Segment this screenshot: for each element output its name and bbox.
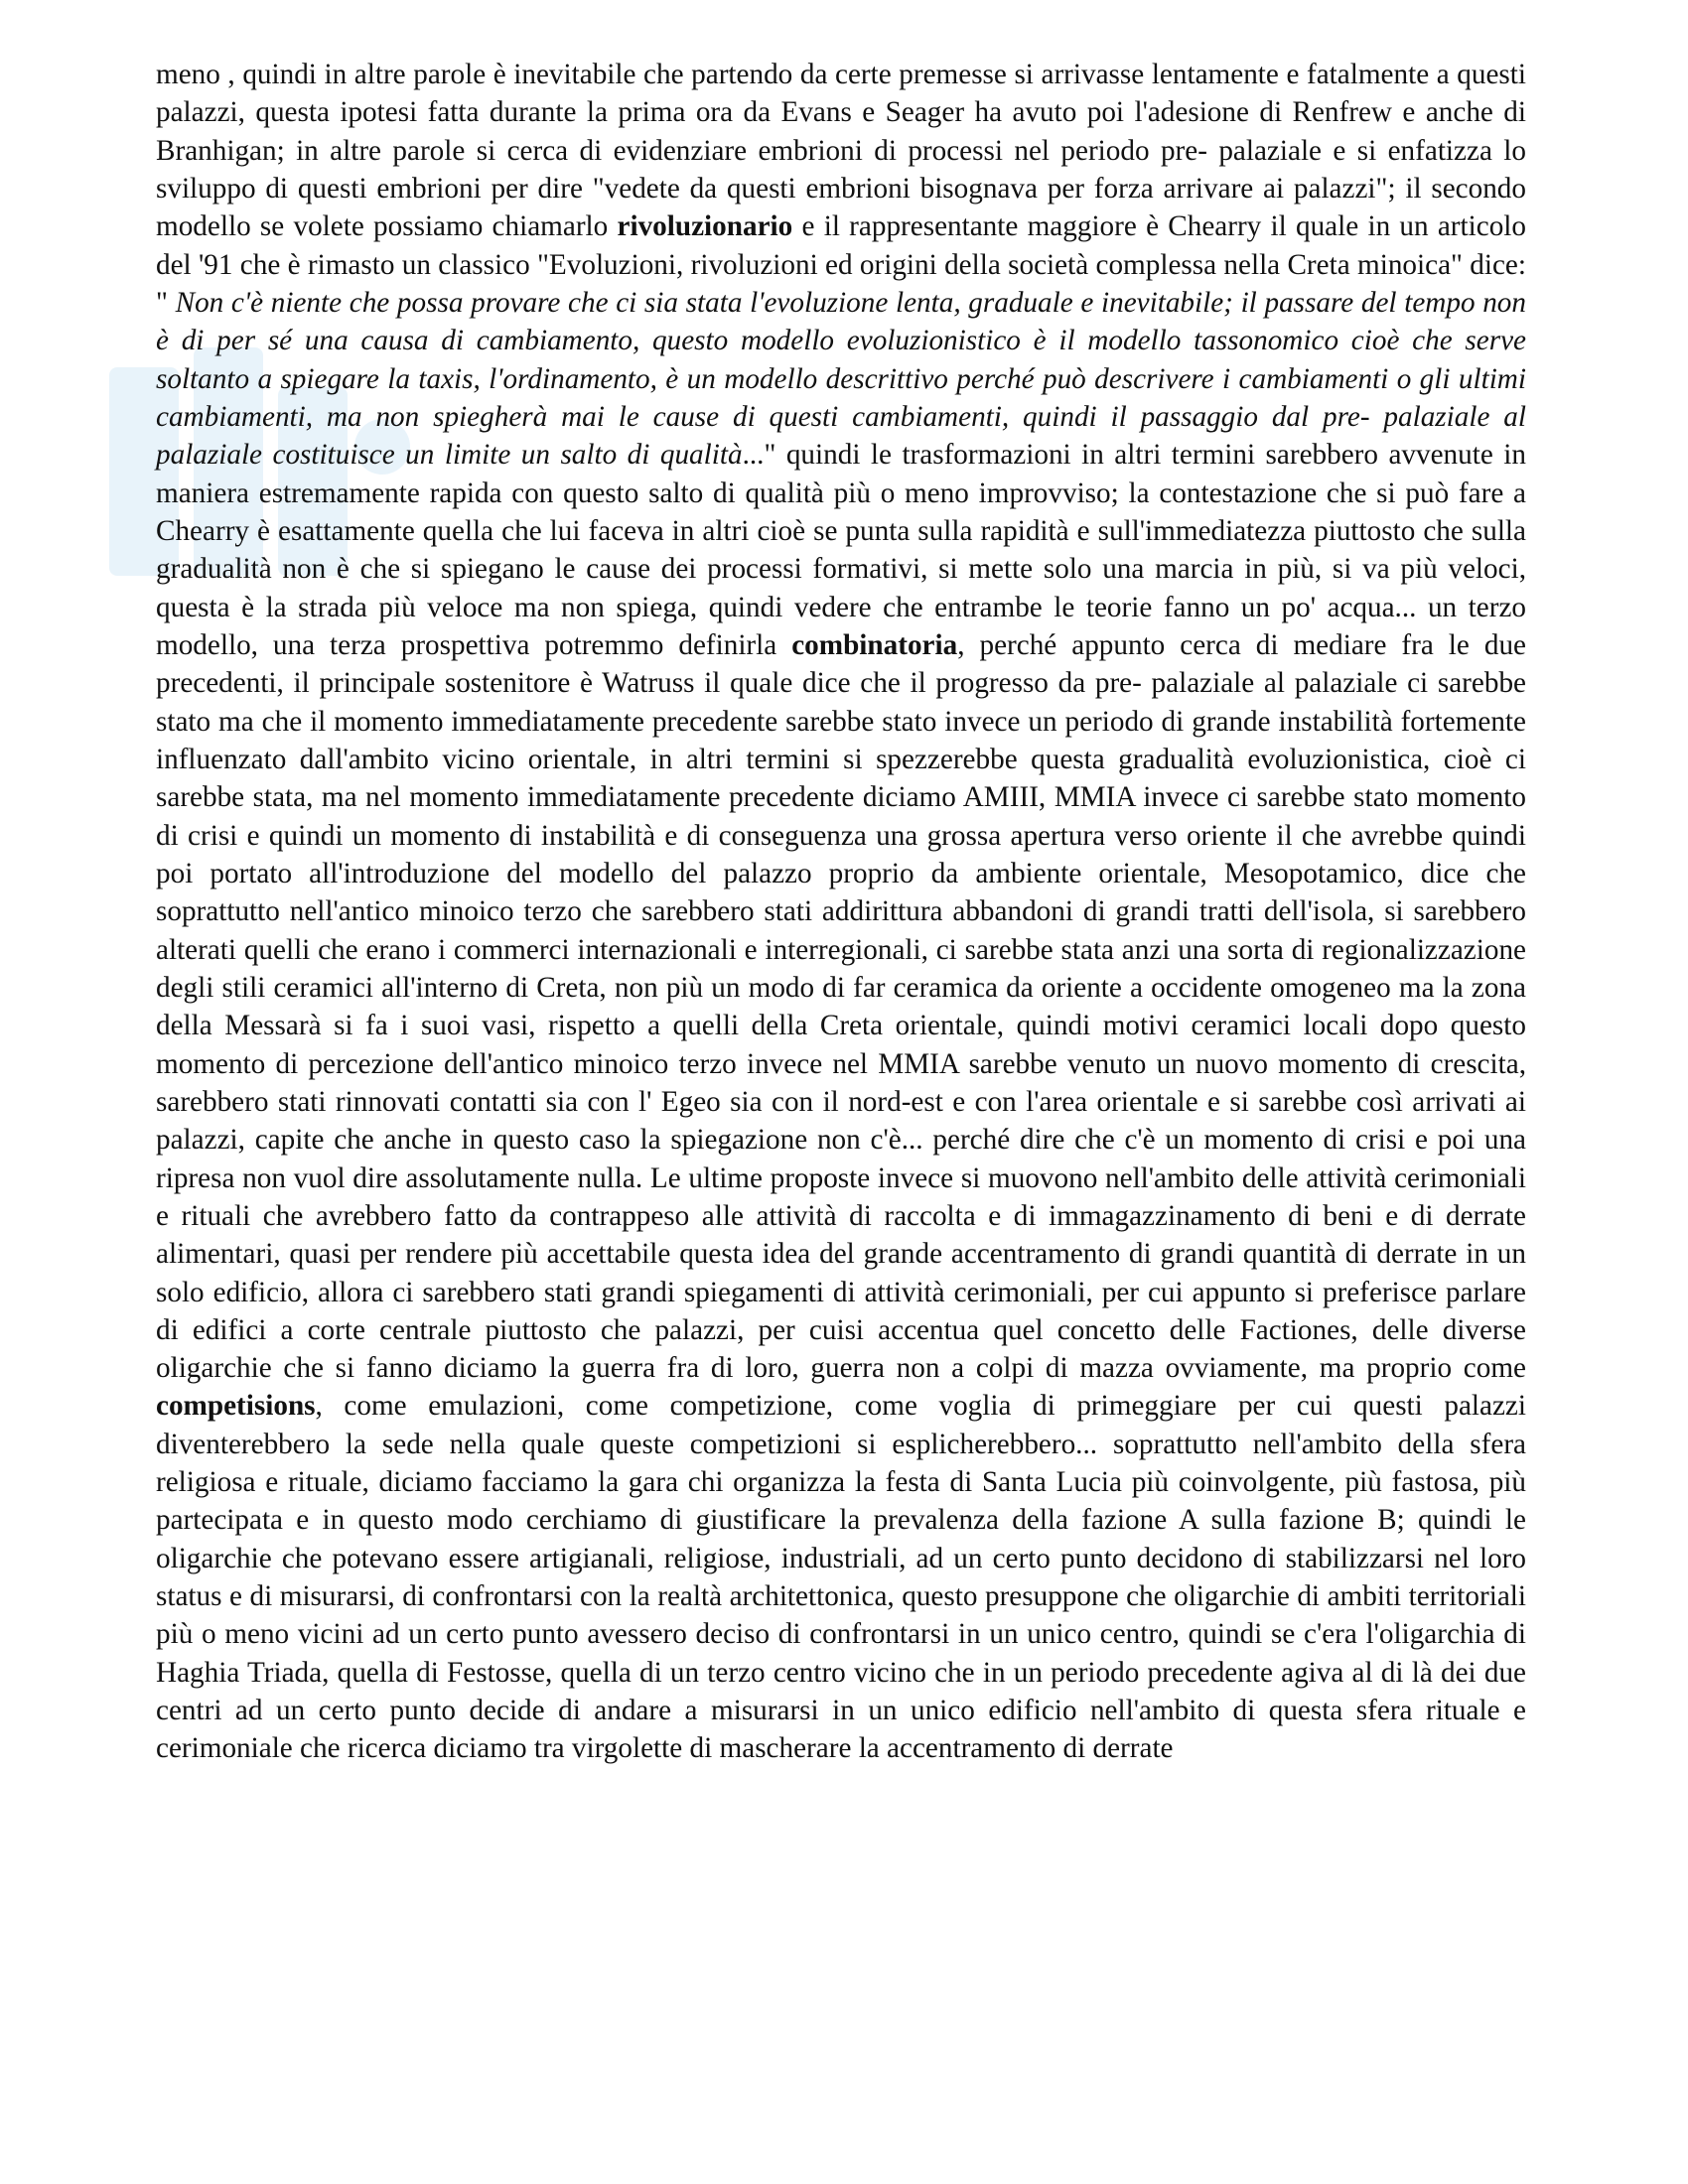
- keyword-combinatoria: combinatoria: [791, 628, 958, 661]
- text-run: meno , quindi in altre parole è inevitabile che partendo da certe premesse si arrivasse lentamente e fatalmente a questi palazzi, questa ipotesi fatta durante la prima ora da Evans e Seager ha avuto poi l'adesione di Renfrew e anche di Branhigan; in altre parole si cerca di evidenziare embrioni di processi nel periodo pre- palaziale e si enfatizza lo sviluppo di questi embrioni per dire "vedete da questi embrioni bisognava per forza arrivare ai palazzi"; il secondo modello se volete possiamo chiamarlo: [156, 59, 1526, 243]
- keyword-competisions: competisions: [156, 1390, 316, 1423]
- document-body-paragraph: [156, 56, 1526, 1768]
- quotation-chearry: Non c'è niente che possa provare che ci sia stata l'evoluzione lenta, graduale e inevitabile; il passare del tempo non è di per sé una causa di cambiamento, questo modello evoluzionistico è il modello tassonomico cioè che serve soltanto a spiegare la taxis, l'ordinamento, è un modello descrittivo perché può descrivere i cambiamenti o gli ultimi cambiamenti, ma non spiegherà mai le cause di questi cambiamenti, quindi il passaggio dal pre- palaziale al palaziale costituisce un limite un salto di qualità: [156, 286, 1526, 472]
- keyword-rivoluzionario: rivoluzionario: [617, 210, 793, 243]
- text-run: ..." quindi le trasformazioni in altri termini sarebbero avvenute in maniera estremamente rapida con questo salto di qualità più o meno improvviso; la contestazione che si può fare a Chearry è esattamente quella che lui faceva in altri cioè se punta sulla rapidità e sull'immediatezza piuttosto che sulla gradualità non è che si spiegano le cause dei processi formativi, si mette solo una marcia in più, si va più veloci, questa è la strada più veloce ma non spiega, quindi vedere che entrambe le teorie fanno un po' acqua... un terzo modello, una terza prospettiva potremmo definirla: [156, 439, 1526, 661]
- text-run: , perché appunto cerca di mediare fra le due precedenti, il principale sostenitore è Watruss il quale dice che il progresso da pre- palaziale al palaziale ci sarebbe stato ma che il momento immediatamente precedente sarebbe stato invece un periodo di grande instabilità fortemente influenzato dall'ambito vicino orientale, in altri termini si spezzerebbe questa gradualità evoluzionistica, cioè ci sarebbe stata, ma nel momento immediatamente precedente diciamo AMIII, MMIA invece ci sarebbe stato momento di crisi e quindi un momento di instabilità e di conseguenza una grossa apertura verso oriente il che avrebbe quindi poi portato all'introduzione del modello del palazzo proprio da ambiente orientale, Mesopotamico, dice che soprattutto nell'antico minoico terzo che sarebbero stati addirittura abbandoni di grandi tratti dell'isola, si sarebbero alterati quelli che erano i commerci internazionali e interregionali, ci sarebbe stata anzi una sorta di regionalizzazione degli stili ceramici all'interno di Creta, non più un modo di far ceramica da oriente a occidente omogeneo ma la zona della Messarà si fa i suoi vasi, rispetto a quelli della Creta orientale, quindi motivi ceramici locali dopo questo momento di percezione dell'antico minoico terzo invece nel MMIA sarebbe venuto un nuovo momento di crescita, sarebbero stati rinnovati contatti sia con l' Egeo sia con il nord-est e con l'area orientale e si sarebbe così arrivati ai palazzi, capite che anche in questo caso la spiegazione non c'è... perché dire che c'è un momento di crisi e poi una ripresa non vuol dire assolutamente nulla. Le ultime proposte invece si muovono nell'ambito delle attività cerimoniali e rituali che avrebbero fatto da contrappeso alle attività di raccolta e di immagazzinamento di beni e di derrate alimentari, quasi per rendere più accettabile questa idea del grande accentramento di grandi quantità di derrate in un solo edificio, allora ci sarebbero stati grandi spiegamenti di attività cerimoniali, per cui appunto si preferisce parlare di edifici a corte centrale piuttosto che palazzi, per cuisi accentua quel concetto delle Factiones, delle diverse oligarchie che si fanno diciamo la guerra fra di loro, guerra non a colpi di mazza ovviamente, ma proprio come: [156, 628, 1526, 1385]
- text-run: e il rappresentante maggiore è Chearry il quale in un articolo del '91 che è rimasto un classico "Evoluzioni, rivoluzioni ed origini della società complessa nella Creta minoica" dice: ": [156, 210, 1526, 319]
- text-run: , come emulazioni, come competizione, come voglia di primeggiare per cui questi palazzi diventerebbero la sede nella quale queste competizioni si esplicherebbero... soprattutto nell'ambito della sfera religiosa e rituale, diciamo facciamo la gara chi organizza la festa di Santa Lucia più coinvolgente, più fastosa, più partecipata e in questo modo cerchiamo di giustificare la prevalenza della fazione A sulla fazione B; quindi le oligarchie che potevano essere artigianali, religiose, industriali, ad un certo punto decidono di stabilizzarsi nel loro status e di misurarsi, di confrontarsi con la realtà architettonica, questo presuppone che oligarchie di ambiti territoriali più o meno vicini ad un certo punto avessero deciso di confrontarsi in un unico centro, quindi se c'era l'oligarchia di Haghia Triada, quella di Festosse, quella di un terzo centro vicino che in un periodo precedente agiva al di là dei due centri ad un certo punto decide di andare a misurarsi in un unico edificio nell'ambito di questa sfera rituale e cerimoniale che ricerca diciamo tra virgolette di mascherare la accentramento di derrate: [156, 1390, 1526, 1765]
